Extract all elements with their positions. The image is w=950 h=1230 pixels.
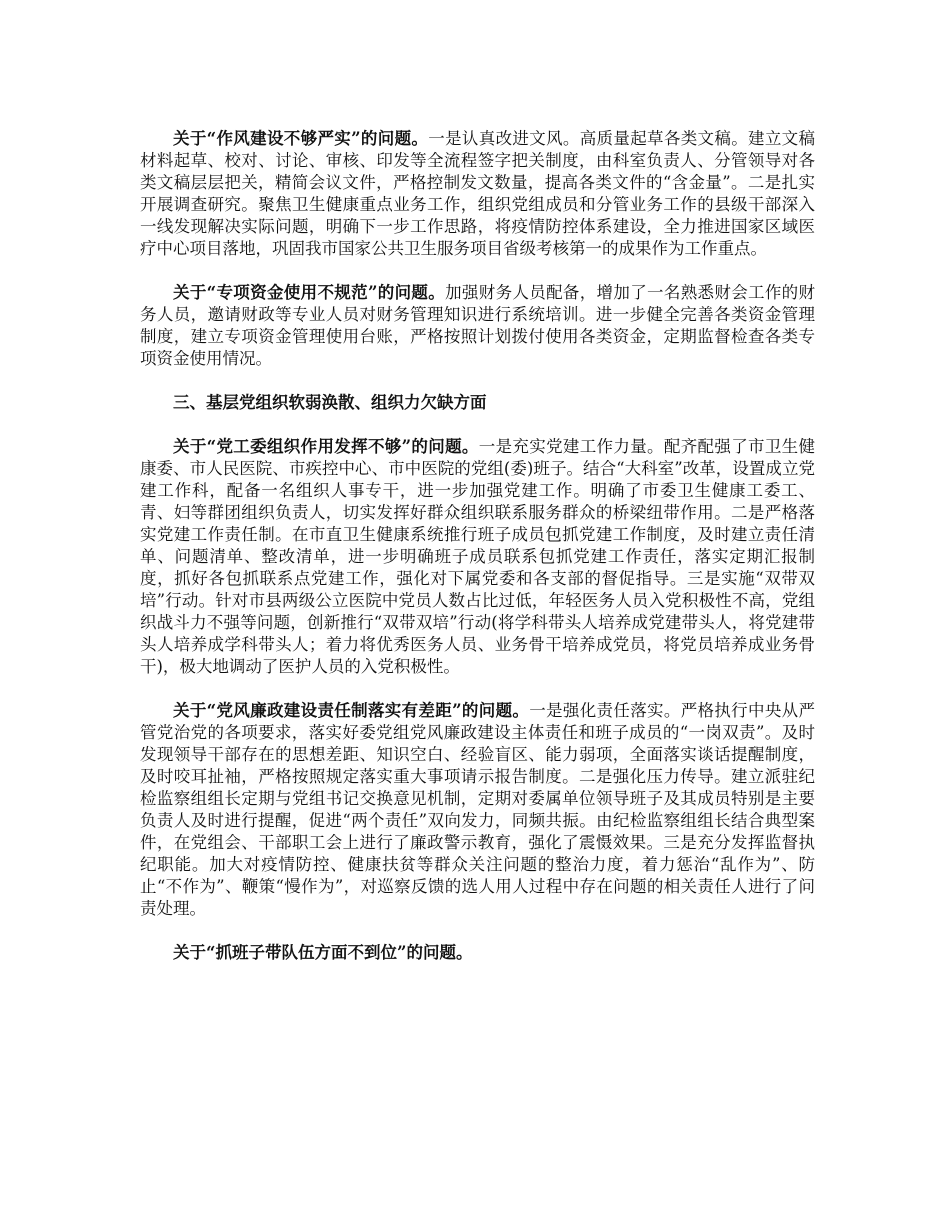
paragraph-lead: 关于“党风廉政建设责任制落实有差距”的问题。: [173, 701, 530, 720]
paragraph-body: 一是认真改进文风。高质量起草各类文稿。建立文稿材料起草、校对、讨论、审核、印发等全流程签字把关制度，由科室负责人、分管领导对各类文稿层层把关，精简会议文件，严格控制发文数量，提高各类文件的“含金量”。二是扎实开展调查研究。聚焦卫生健康重点业务工作，组织党组成员和分管业务工作的县级干部深入一线发现解决实际问题，明确下一步工作思路，将疫情防控体系建设，全力推进国家区域医疗中心项目落地，巩固我市国家公共卫生服务项目省级考核第一的成果作为工作重点。: [140, 129, 816, 258]
document-page: [140, 128, 815, 986]
paragraph-lead: 关于“作风建设不够严实”的问题。: [173, 129, 429, 148]
paragraph-integrity-responsibility: [140, 700, 815, 920]
paragraph-lead: 关于“抓班子带队伍方面不到位”的问题。: [173, 943, 473, 962]
section-heading: 三、基层党组织软弱涣散、组织力欠缺方面: [173, 393, 487, 412]
paragraph-lead: 关于“党工委组织作用发挥不够”的问题。: [173, 437, 479, 456]
paragraph-work-style: [140, 128, 815, 260]
paragraph-lead: 关于“专项资金使用不规范”的问题。: [173, 283, 446, 302]
paragraph-body: 加强财务人员配备，增加了一名熟悉财会工作的财务人员，邀请财政等专业人员对财务管理知识进行系统培训。进一步健全完善各类资金管理制度，建立专项资金管理使用台账，严格按照计划拨付使用各类资金，定期监督检查各类专项资金使用情况。: [140, 283, 816, 368]
paragraph-special-funds: [140, 282, 815, 370]
paragraph-body: 一是强化责任落实。严格执行中央从严管党治党的各项要求，落实好委党组党风廉政建设主体责任和班子成员的“一岗双责”。及时发现领导干部存在的思想差距、知识空白、经验盲区、能力弱项，全面落实谈话提醒制度，及时咬耳扯袖，严格按照规定落实重大事项请示报告制度。二是强化压力传导。建立派驻纪检监察组组长定期与党组书记交换意见机制，定期对委属单位领导班子及其成员特别是主要负责人及时进行提醒，促进“两个责任”双向发力，同频共振。由纪检监察组组长结合典型案件，在党组会、干部职工会上进行了廉政警示教育，强化了震慑效果。三是充分发挥监督执纪职能。加大对疫情防控、健康扶贫等群众关注问题的整治力度，着力惩治“乱作为”、防止“不作为”、鞭策“慢作为”，对巡察反馈的选人用人过程中存在问题的相关责任人进行了问责处理。: [140, 701, 816, 918]
paragraph-team-building: [140, 942, 815, 964]
paragraph-party-committee: [140, 436, 815, 678]
paragraph-body: 一是充实党建工作力量。配齐配强了市卫生健康委、市人民医院、市疾控中心、市中医院的党组(委)班子。结合“大科室”改革，设置成立党建工作科，配备一名组织人事专干，进一步加强党建工作。明确了市委卫生健康工委工、青、妇等群团组织负责人，切实发挥好群众组织联系服务群众的桥梁纽带作用。二是严格落实党建工作责任制。在市直卫生健康系统推行班子成员包抓党建工作制度，及时建立责任清单、问题清单、整改清单，进一步明确班子成员联系包抓党建工作责任，落实定期汇报制度，抓好各包抓联系点党建工作，强化对下属党委和各支部的督促指导。三是实施“双带双培”行动。针对市县两级公立医院中党员人数占比过低，年轻医务人员入党积极性不高，党组织战斗力不强等问题，创新推行“双带双培”行动(将学科带头人培养成党建带头人，将党建带头人培养成学科带头人；着力将优秀医务人员、业务骨干培养成党员，将党员培养成业务骨干)，极大地调动了医护人员的入党积极性。: [140, 437, 816, 676]
